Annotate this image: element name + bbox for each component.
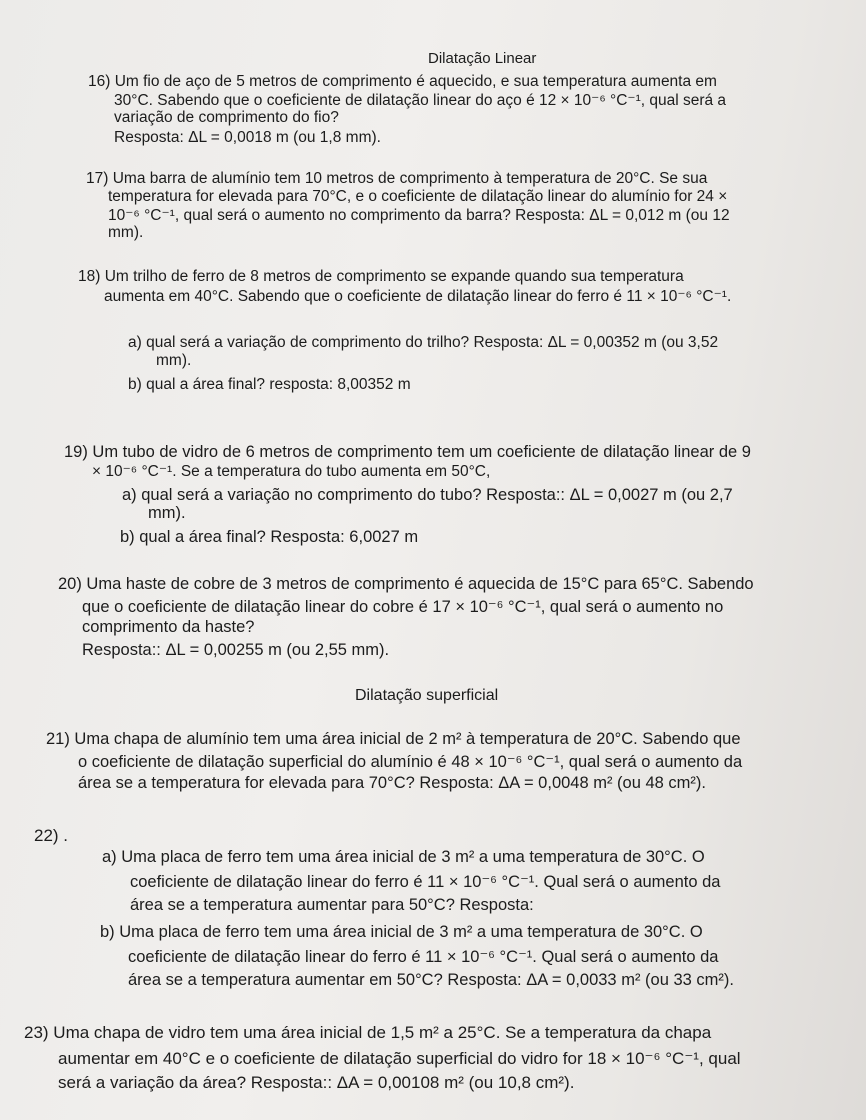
q16-line-1: 16) Um fio de aço de 5 metros de comprimento é aquecido, e sua temperatura aumenta em: [88, 73, 717, 90]
q17-line-4: mm).: [108, 224, 144, 241]
q16-answer: Resposta: ΔL = 0,0018 m (ou 1,8 mm).: [114, 129, 381, 146]
q18-line-1: 18) Um trilho de ferro de 8 metros de comprimento se expande quando sua temperatura: [78, 268, 684, 285]
q17-line-3: 10⁻⁶ °C⁻¹, qual será o aumento no comprimento da barra? Resposta: ΔL = 0,012 m (ou 12: [108, 207, 730, 224]
q20-line-3: comprimento da haste?: [82, 618, 255, 636]
q19-item-a-cont: mm).: [148, 504, 186, 522]
q17-line-2: temperatura for elevada para 70°C, e o coeficiente de dilatação linear do alumínio for 24 ×: [108, 188, 728, 205]
q21-line-2: o coeficiente de dilatação superficial do alumínio é 48 × 10⁻⁶ °C⁻¹, qual será o aumento da: [78, 753, 743, 771]
q18-line-2: aumenta em 40°C. Sabendo que o coeficiente de dilatação linear do ferro é 11 × 10⁻⁶ °C⁻¹.: [104, 288, 732, 305]
q19-line-1: 19) Um tubo de vidro de 6 metros de comprimento tem um coeficiente de dilatação linear de 9: [64, 443, 751, 461]
section-title-superficial: Dilatação superficial: [355, 687, 499, 704]
q19-item-a: a) qual será a variação no comprimento do tubo? Resposta:: ΔL = 0,0027 m (ou 2,7: [122, 486, 733, 504]
q18-item-a: a) qual será a variação de comprimento do trilho? Resposta: ΔL = 0,00352 m (ou 3,52: [128, 334, 719, 351]
q21-line-1: 21) Uma chapa de alumínio tem uma área inicial de 2 m² à temperatura de 20°C. Sabendo que: [46, 730, 741, 748]
q23-line-1: 23) Uma chapa de vidro tem uma área inicial de 1,5 m² a 25°C. Se a temperatura da chapa: [24, 1023, 712, 1042]
q22-item-a-line-3: área se a temperatura aumentar para 50°C? Resposta:: [130, 896, 534, 914]
q23-line-2: aumentar em 40°C e o coeficiente de dilatação superficial do vidro for 18 × 10⁻⁶ °C⁻¹, qual: [58, 1049, 741, 1068]
q23-line-3: será a variação da área? Resposta:: ΔA = 0,00108 m² (ou 10,8 cm²).: [58, 1073, 575, 1092]
q21-line-3: área se a temperatura for elevada para 70°C? Resposta: ΔA = 0,0048 m² (ou 48 cm²).: [78, 774, 706, 792]
q22-item-b: b) Uma placa de ferro tem uma área inicial de 3 m² a uma temperatura de 30°C. O: [100, 923, 703, 941]
q16-line-2: 30°C. Sabendo que o coeficiente de dilatação linear do aço é 12 × 10⁻⁶ °C⁻¹, qual será a: [114, 92, 727, 109]
q20-answer: Resposta:: ΔL = 0,00255 m (ou 2,55 mm).: [82, 641, 390, 659]
q22-heading: 22) .: [34, 826, 69, 845]
q16-line-3: variação de comprimento do fio?: [114, 109, 339, 126]
q19-item-b: b) qual a área final? Resposta: 6,0027 m: [120, 528, 419, 546]
q19-line-2: × 10⁻⁶ °C⁻¹. Se a temperatura do tubo aumenta em 50°C,: [92, 463, 491, 480]
q18-item-b: b) qual a área final? resposta: 8,00352 m: [128, 376, 411, 393]
q20-line-2: que o coeficiente de dilatação linear do cobre é 17 × 10⁻⁶ °C⁻¹, qual será o aumento no: [82, 598, 724, 616]
q18-item-a-cont: mm).: [156, 352, 192, 369]
page-title: Dilatação Linear: [428, 50, 537, 67]
q22-item-a-line-2: coeficiente de dilatação linear do ferro é 11 × 10⁻⁶ °C⁻¹. Qual será o aumento da: [130, 873, 721, 891]
q22-item-b-line-3: área se a temperatura aumentar em 50°C? Resposta: ΔA = 0,0033 m² (ou 33 cm²).: [128, 971, 734, 989]
q17-line-1: 17) Uma barra de alumínio tem 10 metros de comprimento à temperatura de 20°C. Se sua: [86, 170, 708, 187]
q22-item-a: a) Uma placa de ferro tem uma área inicial de 3 m² a uma temperatura de 30°C. O: [102, 848, 705, 866]
q22-item-b-line-2: coeficiente de dilatação linear do ferro é 11 × 10⁻⁶ °C⁻¹. Qual será o aumento da: [128, 948, 719, 966]
q20-line-1: 20) Uma haste de cobre de 3 metros de comprimento é aquecida de 15°C para 65°C. Sabendo: [58, 575, 754, 593]
